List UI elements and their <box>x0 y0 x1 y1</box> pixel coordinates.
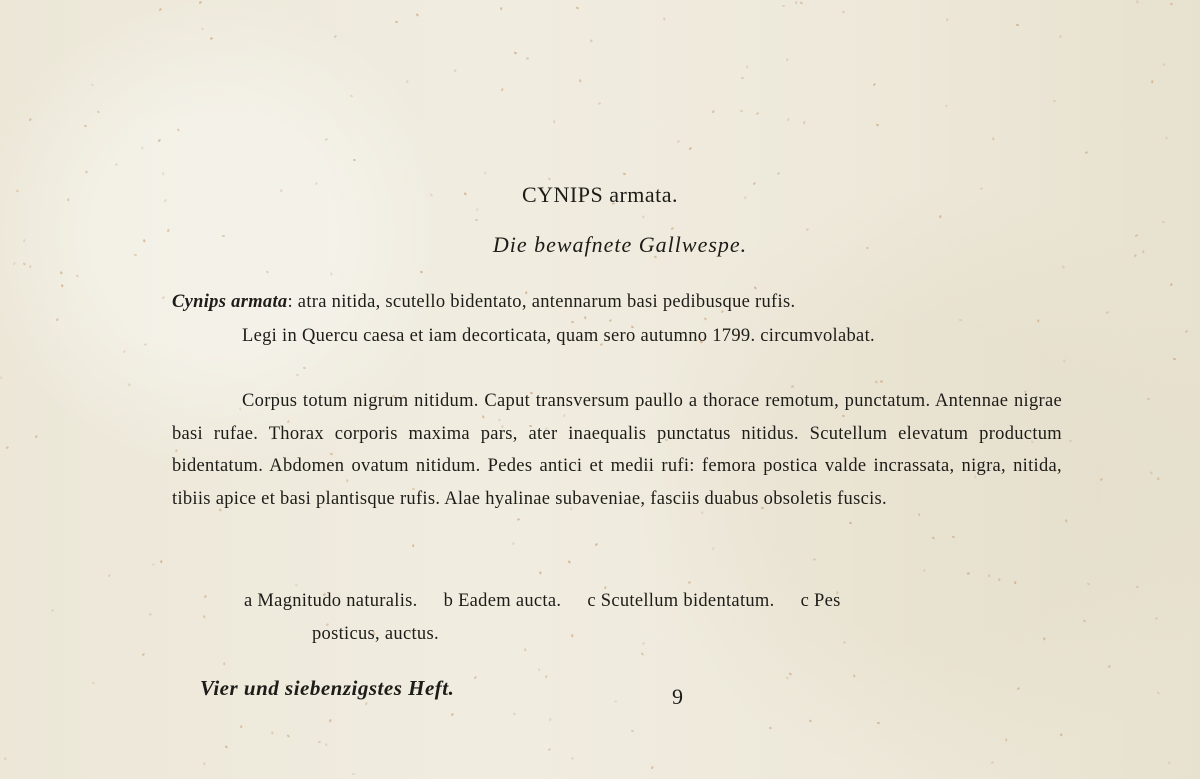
paper-fleck <box>548 177 551 180</box>
paper-fleck <box>152 563 155 566</box>
paper-fleck <box>712 110 715 113</box>
paper-fleck <box>123 350 126 353</box>
paper-fleck <box>325 138 328 141</box>
paper-fleck <box>545 675 547 678</box>
paper-fleck <box>303 367 306 369</box>
paper-fleck <box>526 58 529 60</box>
paper-fleck <box>1155 618 1158 620</box>
page-subtitle: Die bewafnete Gallwespe. <box>492 232 748 257</box>
paper-fleck <box>514 52 517 54</box>
paper-fleck <box>353 159 356 161</box>
paper-fleck <box>786 676 789 679</box>
paper-fleck <box>1062 265 1065 268</box>
paper-fleck <box>677 140 680 143</box>
paper-fleck <box>1060 733 1063 736</box>
paper-fleck <box>1065 519 1068 522</box>
paper-fleck <box>1165 136 1168 139</box>
paper-fleck <box>998 578 1001 581</box>
paper-fleck <box>1150 471 1153 474</box>
paper-fleck <box>85 170 88 173</box>
paper-fleck <box>395 21 398 23</box>
paper-fleck <box>549 718 552 721</box>
figure-legend <box>244 585 1064 650</box>
paper-fleck <box>568 560 571 563</box>
paper-fleck <box>334 35 337 38</box>
paper-fleck <box>689 147 692 150</box>
paper-fleck <box>1 376 3 379</box>
paper-fleck <box>989 574 991 577</box>
paper-fleck <box>416 13 419 16</box>
paper-fleck <box>1069 440 1072 442</box>
paper-fleck <box>475 219 478 221</box>
paper-fleck <box>842 10 845 13</box>
paper-fleck <box>271 731 274 734</box>
paper-fleck <box>796 1 798 4</box>
paper-fleck <box>287 734 290 737</box>
paper-fleck <box>580 79 582 82</box>
paper-fleck <box>806 228 809 231</box>
paper-fleck <box>199 1 202 4</box>
paper-fleck <box>128 383 130 386</box>
paper-fleck <box>365 702 367 705</box>
paper-fleck <box>1053 100 1056 102</box>
paper-fleck <box>474 676 477 679</box>
paper-fleck <box>350 95 353 97</box>
paper-fleck <box>1157 691 1160 694</box>
volume-footer: Vier und siebenzigstes Heft. <box>200 676 455 700</box>
diagnosis-text: : atra nitida, scutello bidentato, antennarum basi pedibusque rufis. <box>287 292 796 312</box>
paper-fleck <box>571 758 574 760</box>
collection-note: Legi in Quercu caesa et iam decorticata, quam sero autumno 1799. circumvolabat. <box>242 326 875 346</box>
paper-fleck <box>484 171 486 174</box>
paper-fleck <box>1168 761 1171 764</box>
paper-fleck <box>787 58 789 61</box>
paper-fleck <box>141 146 144 149</box>
paper-fleck <box>1173 358 1176 360</box>
figure-legend-c: c Scutellum bidentatum. <box>587 591 775 611</box>
paper-fleck <box>224 662 226 665</box>
paper-fleck <box>740 110 743 112</box>
species-name: Cynips armata <box>172 292 288 312</box>
paper-fleck <box>880 381 883 383</box>
paper-fleck <box>809 719 812 722</box>
paper-fleck <box>1108 665 1111 668</box>
paper-fleck <box>939 215 942 218</box>
paper-fleck <box>651 766 654 769</box>
signature-mark: 9 <box>672 684 683 709</box>
paper-fleck <box>1136 0 1139 3</box>
paper-fleck <box>1017 687 1020 690</box>
paper-fleck <box>177 128 180 131</box>
paper-fleck <box>1100 478 1103 481</box>
paper-fleck <box>451 713 454 716</box>
paper-fleck <box>642 215 645 218</box>
paper-fleck <box>992 137 995 140</box>
paper-fleck <box>1085 152 1088 154</box>
paper-fleck <box>876 123 879 126</box>
paper-fleck <box>84 125 87 127</box>
paper-fleck <box>1005 738 1007 741</box>
paper-fleck <box>741 77 744 79</box>
paper-fleck <box>296 374 299 376</box>
paper-fleck <box>782 5 785 7</box>
paper-fleck <box>849 522 852 524</box>
paper-fleck <box>203 615 205 618</box>
paper-fleck <box>29 265 31 268</box>
paper-fleck <box>108 574 111 577</box>
paper-fleck <box>512 542 515 545</box>
paper-fleck <box>420 271 423 273</box>
paper-fleck <box>967 573 970 575</box>
page-title: CYNIPS armata. <box>521 182 679 207</box>
paper-fleck <box>1163 63 1166 66</box>
paper-fleck <box>756 113 759 115</box>
paper-fleck <box>1016 24 1019 26</box>
paper-fleck <box>1152 80 1154 83</box>
paper-fleck <box>991 761 994 764</box>
paper-fleck <box>29 118 32 121</box>
paper-fleck <box>853 674 856 677</box>
paper-fleck <box>1083 620 1086 622</box>
paper-fleck <box>92 682 95 684</box>
paper-fleck <box>162 296 165 299</box>
paper-fleck <box>329 719 332 722</box>
figure-legend-a: a Magnitudo naturalis. <box>244 591 418 611</box>
paper-fleck <box>413 544 415 547</box>
paper-fleck <box>1170 3 1173 5</box>
figure-legend-b: b Eadem aucta. <box>443 591 562 611</box>
paper-fleck <box>56 318 59 321</box>
paper-fleck <box>712 547 714 550</box>
paper-fleck <box>538 668 540 671</box>
paper-fleck <box>318 741 321 743</box>
paper-fleck <box>501 88 503 91</box>
paper-fleck <box>160 560 162 563</box>
paper-fleck <box>1063 359 1066 362</box>
paper-fleck <box>947 18 949 21</box>
paper-fleck <box>1162 221 1165 223</box>
paper-fleck <box>777 173 780 175</box>
paper-fleck <box>159 8 162 11</box>
paper-fleck <box>932 536 935 539</box>
paper-fleck <box>115 163 118 166</box>
paper-fleck <box>641 652 644 655</box>
paper-fleck <box>787 118 790 121</box>
paper-fleck <box>598 103 601 105</box>
paper-fleck <box>513 712 516 715</box>
paper-fleck <box>13 262 16 265</box>
paper-fleck <box>455 69 457 72</box>
paper-fleck <box>923 569 926 572</box>
paper-fleck <box>1014 581 1016 584</box>
paper-fleck <box>548 749 551 751</box>
paper-fleck <box>1106 311 1109 314</box>
paper-fleck <box>352 773 355 775</box>
paper-fleck <box>539 571 542 574</box>
paper-fleck <box>6 446 9 449</box>
paper-fleck <box>144 344 147 346</box>
paper-fleck <box>51 610 54 612</box>
paper-fleck <box>266 270 269 273</box>
paper-fleck <box>952 536 955 538</box>
paper-fleck <box>204 595 207 598</box>
paper-fleck <box>517 519 520 521</box>
paper-fleck <box>663 17 666 20</box>
paper-fleck <box>76 274 79 277</box>
paper-fleck <box>201 28 204 30</box>
species-description: Corpus totum nigrum nitidum. Caput transversum paullo a thorace remotum, punctatum. Antennae nigrae basi rufae. Thorax corporis maxima pars, ater inaequalis punctatus nitidus. Scutellum elevatum productum bidentatum. Abdomen ovatum nitidum. Pedes antici et medii rufi: femora postica valde incrassata, nigra, nitida, tibiis apice et basi plantisque rufis. Alae hyalinae subaveniae, fasciis duabus obsoletis fuscis. <box>172 391 1062 509</box>
paper-fleck <box>500 7 502 10</box>
paper-fleck <box>576 6 579 9</box>
paper-fleck <box>873 83 876 86</box>
paper-fleck <box>1136 586 1139 588</box>
paper-fleck <box>875 380 878 383</box>
species-diagnosis <box>172 286 1062 319</box>
paper-fleck <box>62 284 64 287</box>
paper-fleck <box>688 582 691 584</box>
paper-fleck <box>554 120 556 123</box>
paper-fleck <box>623 173 626 175</box>
paper-fleck <box>1170 283 1173 286</box>
paper-fleck <box>149 614 152 616</box>
paper-fleck <box>590 39 593 42</box>
paper-fleck <box>945 104 948 107</box>
paper-fleck <box>330 272 333 275</box>
figure-legend-d-continued: posticus, auctus. <box>312 623 439 644</box>
paper-fleck <box>325 743 327 746</box>
paper-fleck <box>804 121 806 124</box>
paper-fleck <box>614 701 617 703</box>
paper-fleck <box>746 65 748 68</box>
paper-fleck <box>225 745 228 748</box>
paper-fleck <box>769 727 772 729</box>
paper-fleck <box>97 110 100 113</box>
paper-fleck <box>163 172 165 175</box>
paper-fleck <box>595 543 598 546</box>
paper-fleck <box>204 762 206 765</box>
paper-fleck <box>35 435 38 438</box>
paper-fleck <box>1147 398 1150 400</box>
paper-fleck <box>813 559 816 561</box>
paper-fleck <box>671 227 674 230</box>
paper-fleck <box>240 725 242 728</box>
paper-fleck <box>60 271 63 274</box>
paper-fleck <box>1158 477 1160 480</box>
paper-fleck <box>1087 582 1090 585</box>
paper-fleck <box>877 722 880 724</box>
paper-fleck <box>142 653 145 656</box>
figure-legend-d: c Pes <box>800 591 841 611</box>
paper-fleck <box>1185 331 1188 333</box>
paper-fleck <box>406 80 409 83</box>
paper-fleck <box>23 262 26 265</box>
paper-fleck <box>158 139 161 142</box>
paper-fleck <box>1059 35 1062 38</box>
paper-fleck <box>789 672 792 675</box>
paper-fleck <box>210 38 213 40</box>
paper-fleck <box>4 757 7 760</box>
paper-fleck <box>91 83 94 86</box>
paper-fleck <box>800 1 803 4</box>
paper-fleck <box>476 208 478 211</box>
paper-fleck <box>631 730 634 732</box>
